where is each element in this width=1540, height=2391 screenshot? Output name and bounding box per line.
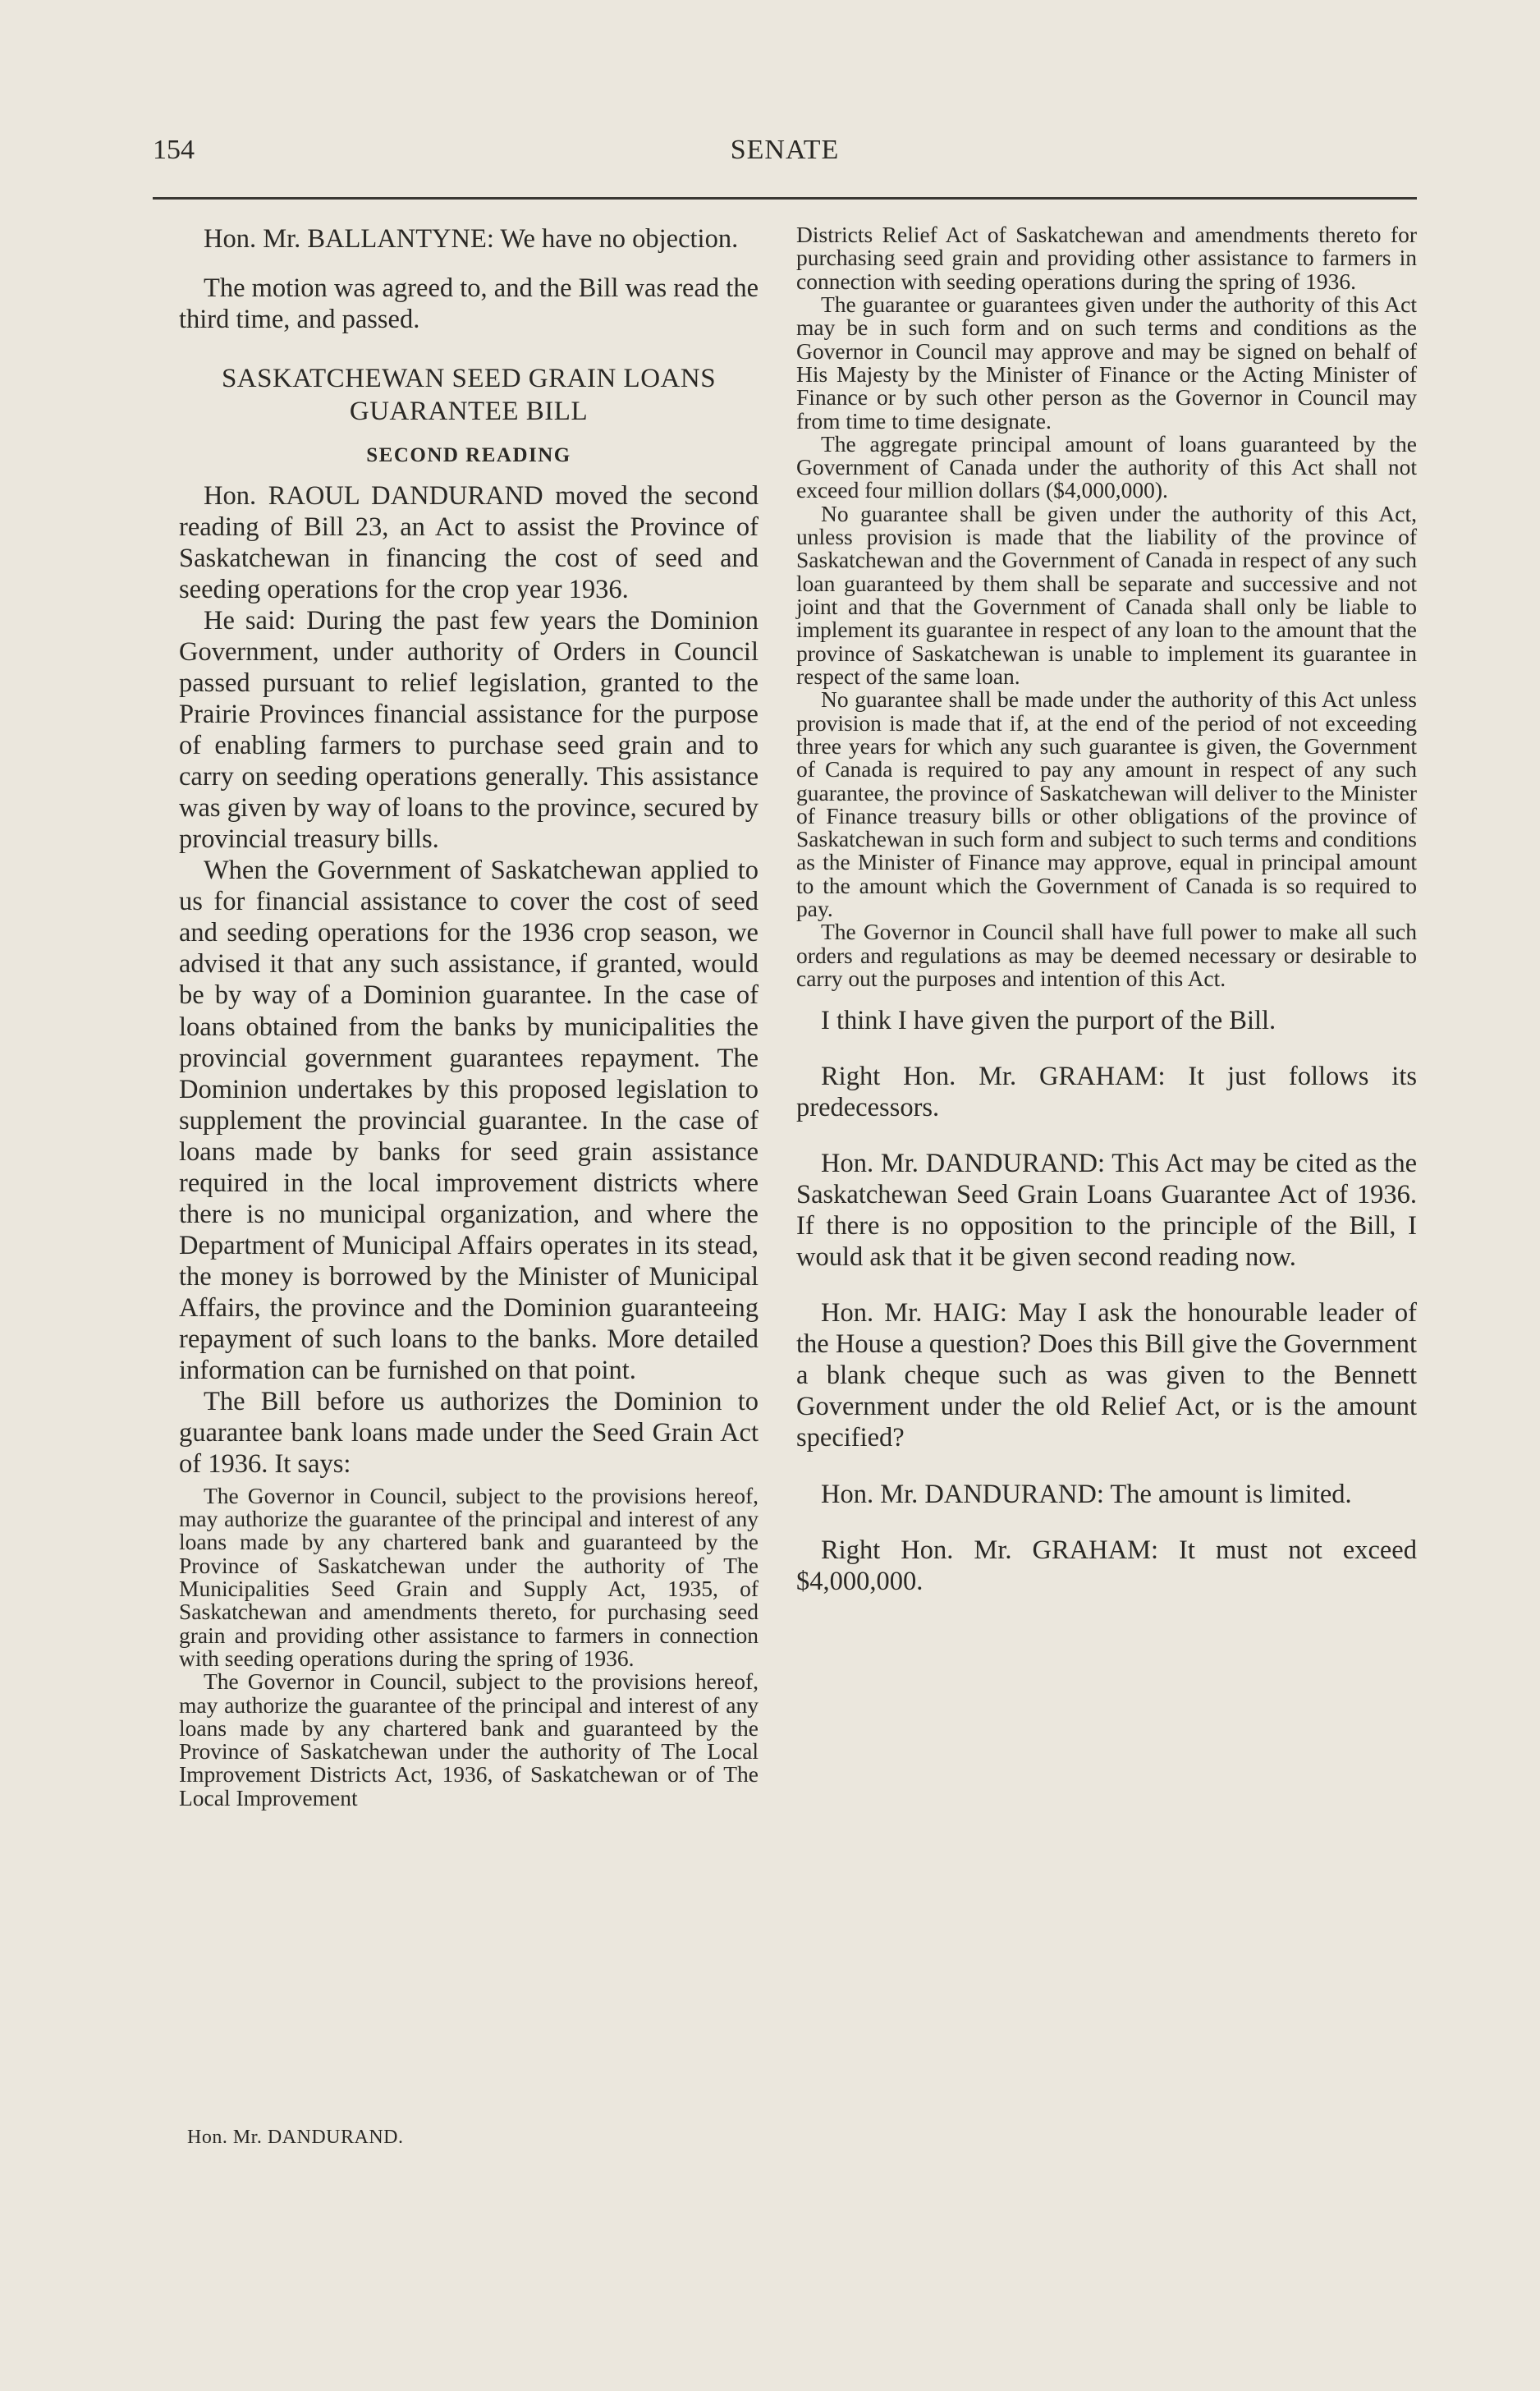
quotation-paragraph: The Governor in Council, subject to the provisions hereof, may authorize the guarantee of the principal and interest of any loans made by any chartered bank and guaranteed by the Province of Saskatchewan under the authority of The Local Improvement Districts Act, 1936, of Saskatchewan or of The Local Improvement: [179, 1668, 759, 1810]
quotation-paragraph: No guarantee shall be given under the authority of this Act, unless provision is made that the liability of the province of Saskatchewan and the Government of Canada in respect of any such loan guaranteed by them shall be separate and successive and not joint and that the Government of Canada shall only be liable to implement its guarantee in respect of any loan to the amount that the province of Saskatchewan is unable to implement its guarantee in respect of the same loan.: [796, 500, 1417, 689]
quotation-paragraph: The aggregate principal amount of loans guaranteed by the Government of Canada under the authority of this Act shall not exceed four million dollars ($4,000,000).: [796, 430, 1417, 503]
section-heading-line1: SASKATCHEWAN SEED GRAIN LOANS: [221, 364, 717, 394]
quotation-paragraph: The guarantee or guarantees given under the authority of this Act may be in such form and on such terms and conditions as the Governor in Council may approve and may be signed on behalf of His Majesty by the Minister of Finance or the Acting Minister of Finance or by such other person as the Governor in Council may from time to time designate.: [796, 291, 1417, 434]
paragraph-bill-authorizes: The Bill before us authorizes the Dominion to guarantee bank loans made under the Seed Grain Act of 1936. It says:: [179, 1386, 759, 1479]
paragraph-purport: I think I have given the purport of the Bill.: [821, 1006, 1276, 1036]
paragraph-dandurand-limited: Hon. Mr. DANDURAND: The amount is limited.: [821, 1479, 1352, 1509]
paragraph-dandurand-said: He said: During the past few years the Dominion Government, under authority of Orders in Council passed pursuant to relief legislation, granted to the Prairie Provinces financial assistance for the purpose of enabling farmers to purchase seed grain and to carry on seeding operations generally. This assistance was given by way of loans to the province, secured by provincial treasury bills.: [179, 606, 759, 855]
quotation-paragraph: Districts Relief Act of Saskatchewan and amendments thereto for purchasing seed grain and providing other assistance to farmers in connection with seeding operations during the spring of 1936.: [796, 222, 1417, 294]
paragraph-motion: The motion was agreed to, and the Bill was read the third time, and passed.: [179, 273, 759, 335]
quotation-paragraph: The Governor in Council shall have full power to make all such orders and regulations as may be deemed necessary or desirable to carry out the purposes and intention of this Act.: [796, 919, 1417, 991]
paragraph-dandurand-motion: Hon. RAOUL DANDURAND moved the second reading of Bill 23, an Act to assist the Province of Saskatchewan in financing the cost of seed and seeding operations for the crop year 1936.: [179, 481, 759, 605]
paragraph-graham-exceed: Right Hon. Mr. GRAHAM: It must not exceed $4,000,000.: [796, 1535, 1417, 1596]
paragraph-dandurand-cited: Hon. Mr. DANDURAND: This Act may be cited as the Saskatchewan Seed Grain Loans Guarantee Act of 1936. If there is no opposition to the principle of the Bill, I would ask that it be given second reading now.: [796, 1149, 1417, 1273]
section-subheading: SECOND READING: [366, 444, 571, 467]
page-header: [153, 135, 1417, 176]
paragraph-haig-question: Hon. Mr. HAIG: May I ask the honourable leader of the House a question? Does this Bill give the Government a blank cheque such as was given to the Bennett Government under the old Relief Act, or is the amount specified?: [796, 1298, 1417, 1453]
section-heading-line2: GUARANTEE BILL: [349, 396, 589, 426]
page-footer: Hon. Mr. DANDURAND.: [187, 2127, 404, 2148]
quotation-paragraph: The Governor in Council, subject to the provisions hereof, may authorize the guarantee of the principal and interest of any loans made by any chartered bank and guaranteed by the Province of Saskatchewan under the authority of The Municipalities Seed Grain and Supply Act, 1935, of Saskatchewan and amendments thereto, for purchasing seed grain and providing other assistance to farmers in connection with seeding operations during the spring of 1936.: [179, 1482, 759, 1671]
left-column: [179, 223, 759, 1810]
header-rule: [153, 197, 1417, 200]
page-number: 154: [153, 135, 195, 165]
right-column: [796, 223, 1417, 1597]
paragraph-graham-predecessors: Right Hon. Mr. GRAHAM: It just follows its predecessors.: [796, 1062, 1417, 1123]
paragraph-government-applied: When the Government of Saskatchewan applied to us for financial assistance to cover the cost of seed and seeding operations for the 1936 crop season, we advised it that any such assistance, if granted, would be by way of a Dominion guarantee. In the case of loans obtained from the banks by municipalities the provincial government guarantees repayment. The Dominion undertakes by this proposed legislation to supplement the provincial guarantee. In the case of loans made by banks for seed grain assistance required in the local improvement districts where there is no municipal organization, and where the Department of Municipal Affairs operates in its stead, the money is borrowed by the Minister of Municipal Affairs, the province and the Dominion guaranteeing repayment of such loans to the banks. More detailed information can be furnished on that point.: [179, 856, 759, 1385]
quotation-paragraph: No guarantee shall be made under the authority of this Act unless provision is made that if, at the end of the period of not exceeding three years for which any such guarantee is given, the Government of Canada is required to pay any amount in respect of any such guarantee, the province of Saskatchewan will deliver to the Minister of Finance treasury bills or other obligations of the province of Saskatchewan in such form and subject to such terms and conditions as the Minister of Finance may approve, equal in principal amount to the amount which the Government of Canada is so required to pay.: [796, 686, 1417, 922]
paragraph-ballantyne: Hon. Mr. BALLANTYNE: We have no objection.: [204, 224, 739, 254]
running-head: SENATE: [730, 135, 840, 165]
